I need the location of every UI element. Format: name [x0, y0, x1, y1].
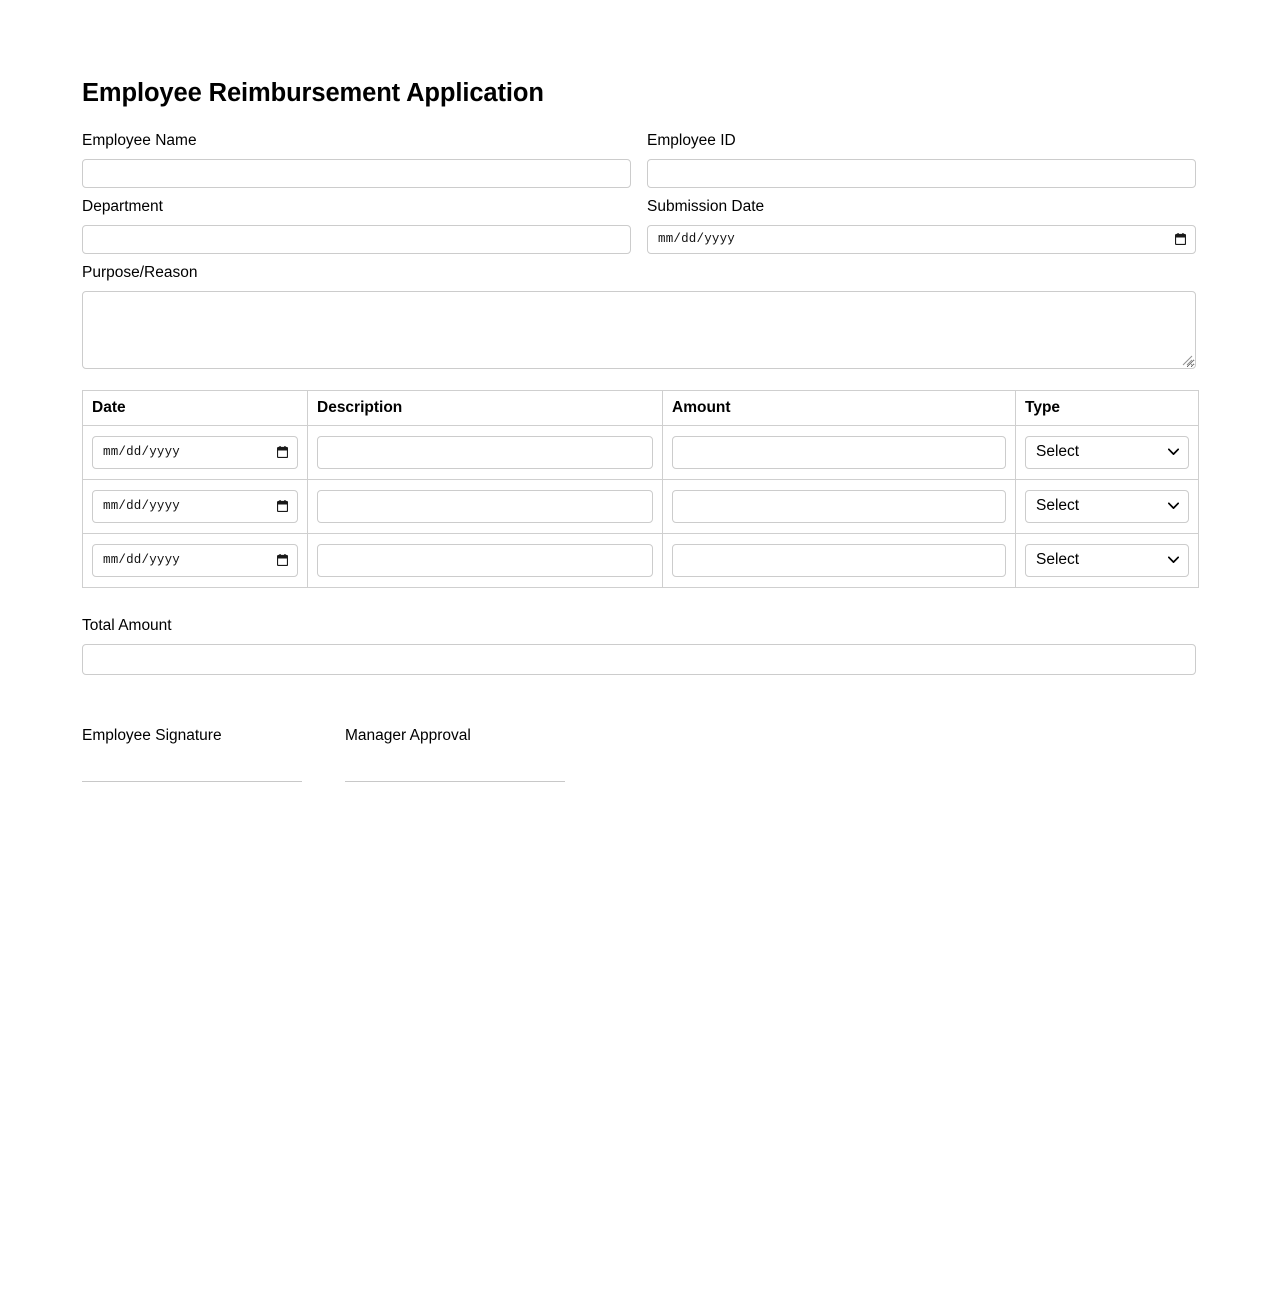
name-id-row	[82, 131, 1196, 197]
calendar-icon[interactable]	[277, 500, 288, 512]
expense-description-input[interactable]	[317, 490, 653, 523]
expense-type-select-wrapper	[1025, 490, 1189, 523]
cell-date	[83, 533, 308, 587]
table-row	[83, 533, 1199, 587]
employee-name-input[interactable]	[82, 159, 631, 188]
purpose-textarea[interactable]	[82, 291, 1196, 369]
manager-approval-block	[345, 726, 565, 782]
expenses-table-head	[83, 390, 1199, 425]
column-header-type: Type	[1016, 390, 1199, 425]
expense-type-select-wrapper	[1025, 436, 1189, 469]
cell-description	[308, 533, 663, 587]
department-label: Department	[82, 197, 163, 215]
purpose-textarea-wrapper	[82, 291, 1196, 369]
cell-type	[1016, 425, 1199, 479]
total-amount-label: Total Amount	[82, 616, 172, 634]
expense-amount-input[interactable]	[672, 490, 1006, 523]
employee-signature-block	[82, 726, 302, 782]
expense-date-placeholder: mm/dd/yyyy	[103, 445, 181, 460]
calendar-icon[interactable]	[277, 554, 288, 566]
employee-name-field-group	[82, 131, 631, 188]
calendar-icon[interactable]	[1175, 233, 1186, 245]
employee-name-label: Employee Name	[82, 131, 197, 149]
employee-id-input[interactable]	[647, 159, 1196, 188]
cell-type	[1016, 479, 1199, 533]
signature-row	[82, 726, 1196, 782]
purpose-label: Purpose/Reason	[82, 263, 198, 281]
cell-date	[83, 479, 308, 533]
manager-approval-label: Manager Approval	[345, 726, 471, 744]
table-row	[83, 479, 1199, 533]
cell-amount	[663, 533, 1016, 587]
submission-date-field-group	[647, 197, 1196, 254]
cell-type	[1016, 533, 1199, 587]
employee-signature-label: Employee Signature	[82, 726, 222, 744]
department-date-row	[82, 197, 1196, 263]
department-input[interactable]	[82, 225, 631, 254]
calendar-icon[interactable]	[277, 446, 288, 458]
department-field-group	[82, 197, 631, 254]
expenses-table	[82, 390, 1199, 588]
cell-description	[308, 425, 663, 479]
expenses-table-body	[83, 425, 1199, 587]
column-header-date: Date	[83, 390, 308, 425]
cell-amount	[663, 425, 1016, 479]
expense-description-input[interactable]	[317, 436, 653, 469]
total-amount-field-group	[82, 616, 1196, 675]
cell-description	[308, 479, 663, 533]
expense-amount-input[interactable]	[672, 436, 1006, 469]
expense-type-select[interactable]	[1025, 544, 1189, 577]
employee-id-field-group	[647, 131, 1196, 188]
submission-date-placeholder: mm/dd/yyyy	[658, 232, 736, 247]
expense-type-select[interactable]	[1025, 490, 1189, 523]
submission-date-label: Submission Date	[647, 197, 765, 215]
purpose-field-group	[82, 263, 1196, 369]
employee-id-label: Employee ID	[647, 131, 736, 149]
expense-type-select-wrapper	[1025, 544, 1189, 577]
expense-description-input[interactable]	[317, 544, 653, 577]
expense-date-input[interactable]	[92, 490, 298, 523]
expense-amount-input[interactable]	[672, 544, 1006, 577]
cell-date	[83, 425, 308, 479]
expense-date-placeholder: mm/dd/yyyy	[103, 499, 181, 514]
table-row	[83, 425, 1199, 479]
manager-approval-line[interactable]	[345, 781, 565, 782]
expense-date-placeholder: mm/dd/yyyy	[103, 553, 181, 568]
expense-date-input[interactable]	[92, 544, 298, 577]
table-header-row	[83, 390, 1199, 425]
total-amount-input[interactable]	[82, 644, 1196, 675]
cell-amount	[663, 479, 1016, 533]
column-header-amount: Amount	[663, 390, 1016, 425]
page-title: Employee Reimbursement Application	[82, 79, 544, 107]
employee-signature-line[interactable]	[82, 781, 302, 782]
expense-type-select[interactable]	[1025, 436, 1189, 469]
submission-date-input[interactable]	[647, 225, 1196, 254]
column-header-description: Description	[308, 390, 663, 425]
expense-date-input[interactable]	[92, 436, 298, 469]
